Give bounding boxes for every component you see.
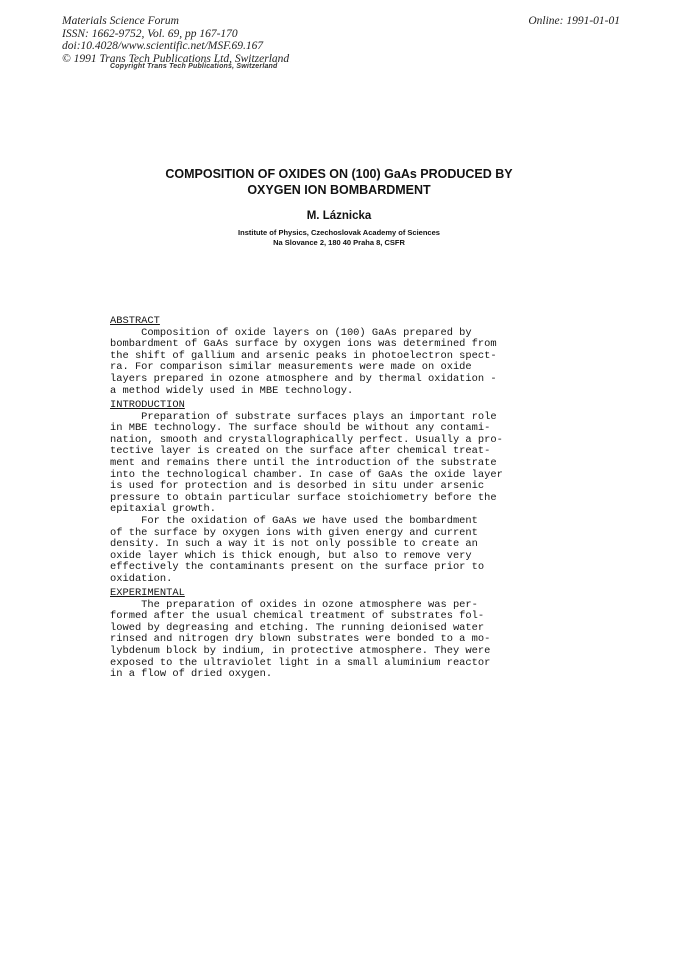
text-line: in a flow of dried oxygen. [110,668,273,681]
affiliation [0,228,678,248]
text-line: effectively the contaminants present on the surface prior to [110,561,485,574]
text-line: tective layer is created on the surface after chemical treat- [110,445,491,458]
copyright-line: © 1991 Trans Tech Publications Ltd, Switzerland [62,52,290,65]
title-line: OXYGEN ION BOMBARDMENT [247,183,431,197]
issn-line: ISSN: 1662-9752, Vol. 69, pp 167-170 [62,27,238,40]
section-heading: EXPERIMENTAL [110,587,185,599]
abstract-section [110,316,550,397]
section-heading: INTRODUCTION [110,399,185,411]
text-line: ra. For comparison similar measurements were made on oxide [110,361,472,374]
text-line: epitaxial growth. [110,503,217,516]
section-heading: ABSTRACT [110,315,160,327]
text-line: lowed by degreasing and etching. The running deionised water [110,621,485,634]
author-name: M. Láznicka [306,210,372,222]
text-line: of the surface by oxygen ions with given energy and current [110,526,478,539]
text-line: exposed to the ultraviolet light in a small aluminium reactor [110,656,491,669]
title-line: COMPOSITION OF OXIDES ON (100) GaAs PRODUCED BY [165,167,513,181]
text-line: lybdenum block by indium, in protective atmosphere. They were [110,644,491,657]
copyright-strip: Copyright Trans Tech Publications, Switzerland [110,63,278,70]
text-line: the shift of gallium and arsenic peaks in photoelectron spect- [110,349,497,362]
text-line: is used for protection and is desorbed in situ under arsenic [110,480,485,493]
text-line: For the oxidation of GaAs we have used the bombardment [110,514,478,527]
affiliation-line: Institute of Physics, Czechoslovak Academy of Sciences [238,228,440,237]
text-line: density. In such a way it is not only possible to create an [110,538,478,551]
text-line: pressure to obtain particular surface stoichiometry before the [110,491,497,504]
doi-link[interactable]: doi:10.4028/www.scientific.net/MSF.69.167 [62,40,264,52]
paper-title [0,166,678,198]
text-line: rinsed and nitrogen dry blown substrates were bonded to a mo- [110,633,491,646]
text-line: nation, smooth and crystallographically perfect. Usually a pro- [110,433,503,446]
text-line: layers prepared in ozone atmosphere and by thermal oxidation - [110,372,497,385]
text-line: Composition of oxide layers on (100) GaAs prepared by [110,326,472,339]
experimental-section [110,588,550,681]
text-line: formed after the usual chemical treatment of substrates fol- [110,610,485,623]
text-line: bombardment of GaAs surface by oxygen ions was determined from [110,338,497,351]
journal-header [62,15,289,65]
online-date: Online: 1991-01-01 [528,15,620,27]
text-line: in MBE technology. The surface should be without any contami- [110,422,491,435]
introduction-section [110,400,550,586]
text-line: oxidation. [110,572,173,585]
text-line: ment and remains there until the introduction of the substrate [110,456,497,469]
text-line: oxide layer which is thick enough, but also to remove very [110,549,472,562]
journal-name: Materials Science Forum [62,15,179,27]
affiliation-line: Na Slovance 2, 180 40 Praha 8, CSFR [273,238,405,247]
text-line: a method widely used in MBE technology. [110,384,354,397]
text-line: Preparation of substrate surfaces plays an important role [110,410,497,423]
text-line: into the technological chamber. In case of GaAs the oxide layer [110,468,503,481]
text-line: The preparation of oxides in ozone atmosphere was per- [110,598,478,611]
